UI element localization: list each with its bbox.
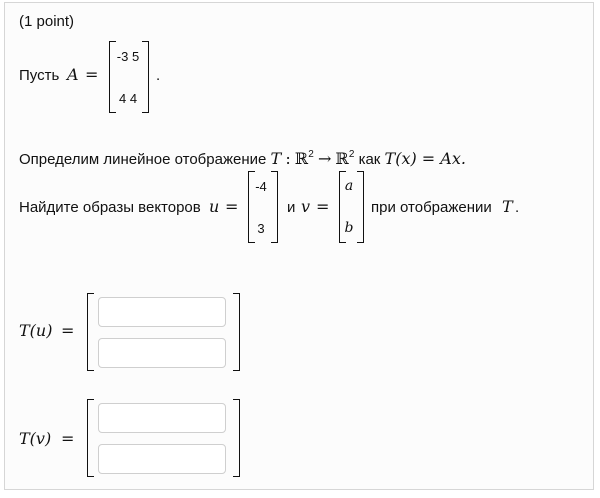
vector-v-bottom: b — [344, 220, 354, 236]
problem-panel — [4, 2, 594, 490]
matrix-a-row-2: 4 4 — [118, 91, 138, 106]
matrix-a-var: A — [67, 65, 79, 84]
tv-equals: = — [61, 429, 75, 448]
let-label: Пусть — [19, 67, 60, 84]
vectors-prompt-text: Найдите образы векторов — [19, 199, 201, 216]
tu-component-1-input[interactable] — [98, 297, 226, 327]
tv-label: T(v) — [19, 429, 52, 448]
vector-v-var: v — [301, 197, 311, 216]
tv-component-1-input[interactable] — [98, 403, 226, 433]
vectors-line-period: . — [515, 199, 520, 216]
vector-v-top: a — [344, 178, 354, 194]
tv-component-2-input[interactable] — [98, 444, 226, 474]
vector-v-right-bracket — [357, 171, 364, 243]
vector-u-bottom: 3 — [257, 221, 265, 236]
matrix-line-period: . — [156, 67, 161, 84]
matrix-a-row-1: -3 5 — [116, 49, 140, 64]
vector-u-equals: = — [225, 197, 239, 216]
map-t-var: T — [502, 197, 513, 216]
vector-v-equals: = — [316, 197, 330, 216]
equals-sign: = — [85, 65, 99, 84]
map-definition-text: Определим линейное отображение T : ℝ$^2$ → ℝ$^2$ как T(x) = Ax. — [19, 149, 466, 168]
tv-left-bracket — [87, 399, 94, 477]
tv-right-bracket — [233, 399, 240, 477]
matrix-a-right-bracket — [142, 41, 149, 113]
points-label: (1 point) — [19, 13, 75, 30]
tu-right-bracket — [233, 293, 240, 371]
vector-u-var: u — [209, 197, 220, 216]
tu-equals: = — [61, 321, 75, 340]
and-word: и — [287, 199, 296, 216]
vector-u-right-bracket — [271, 171, 278, 243]
tu-label: T(u) — [19, 321, 53, 340]
under-map-text: при отображении — [371, 199, 492, 216]
tu-component-2-input[interactable] — [98, 338, 226, 368]
vector-u-top: -4 — [255, 179, 267, 194]
tu-left-bracket — [87, 293, 94, 371]
